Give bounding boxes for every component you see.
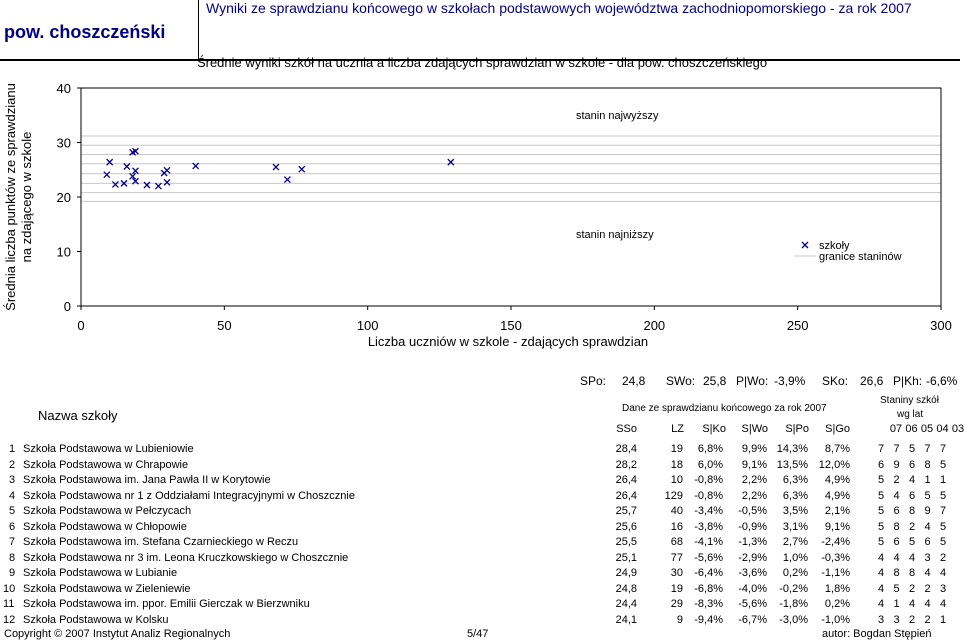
x-tick-label: 300 [930,318,952,333]
cell-stanine: 2 [893,474,900,486]
label-top-stanine: stanin najwyższy [576,110,659,122]
cell-lz: 129 [664,489,683,502]
cell-stanine: 4 [877,598,885,610]
cell-stanine: 7 [939,443,947,455]
cell-spo: 3,5% [782,505,808,517]
x-tick-label: 0 [77,318,85,333]
cell-sso: 28,4 [615,443,637,455]
cell-sgo: -1,1% [821,567,850,579]
school-marker [112,181,118,187]
cell-stanine: 4 [908,474,916,486]
cell-stanine: 9 [924,505,931,517]
col-header-lz: LZ [671,423,684,435]
school-name: Szkoła Podstawowa im. Stefana Czarnieckiego w Reczu [23,536,299,548]
cell-sko: -4,1% [694,536,723,548]
cell-stanine: 5 [877,536,885,548]
cell-stanine: 5 [908,536,916,548]
cell-swo: 2,2% [741,489,767,502]
cell-lz: 18 [670,458,683,471]
cell-stanine: 2 [908,582,916,595]
school-marker [164,179,170,185]
cell-stanine: 7 [939,505,947,517]
cell-swo: 2,2% [741,474,767,486]
label-bottom-stanine: stanin najniższy [576,229,654,241]
cell-stanine: 5 [877,489,885,502]
cell-stanine: 4 [908,551,916,564]
cell-stanine: 3 [924,551,931,564]
cell-lz: 16 [670,520,683,533]
row-number: 6 [9,520,16,533]
report-subtitle: Wyniki ze sprawdzianu końcowego w szkołach podstawowych województwa zachodniopomorskiego - za rok 2007 [206,0,912,16]
school-name: Szkoła Podstawowa w Pełczycach [23,505,192,517]
cell-sko: 6,8% [697,443,723,455]
stanine-header-line2: wg lat [897,409,924,420]
cell-sgo: 4,9% [824,489,850,502]
cell-sgo: 4,9% [824,474,850,486]
col-header-year: 07 [889,423,903,435]
y-axis-title-line2: na zdającego w szkole [19,131,34,263]
cell-stanine: 5 [908,443,916,455]
y-tick-label: 0 [63,299,71,314]
school-marker [299,166,305,172]
cell-stanine: 4 [924,520,931,533]
stat-swo-label: SWo: [666,374,696,388]
x-axis-title: Liczba uczniów w szkole - zdających sprawdzian [367,334,649,349]
cell-stanine: 8 [908,567,916,579]
cell-sso: 24,4 [615,598,637,610]
cell-stanine: 9 [893,458,900,471]
y-tick-label: 40 [56,81,71,96]
cell-lz: 19 [670,582,683,595]
school-marker [273,164,279,170]
cell-lz: 30 [670,567,683,579]
cell-sso: 25,6 [615,520,637,533]
col-header-spo: S|Po [785,423,809,435]
cell-stanine: 2 [924,582,931,595]
col-header-year: 06 [905,423,918,435]
cell-stanine: 1 [893,598,900,610]
cell-stanine: 4 [939,598,947,610]
cell-stanine: 5 [939,458,947,471]
cell-stanine: 6 [877,458,885,471]
cell-sgo: 2,1% [824,505,850,517]
x-tick-label: 150 [500,318,522,333]
cell-stanine: 3 [877,613,885,626]
school-marker [124,163,130,169]
cell-sgo: 9,1% [824,520,850,533]
school-name: Szkoła Podstawowa im. ppor. Emilii Gierczak w Bierzwniku [23,598,310,610]
cell-swo: -0,5% [738,505,767,517]
cell-swo: -1,3% [738,536,767,548]
cell-stanine: 7 [924,443,931,455]
row-number: 12 [3,613,16,626]
school-name: Szkoła Podstawowa im. Jana Pawła II w Korytowie [23,474,271,486]
school-marker [161,170,167,176]
cell-sko: -6,4% [694,567,723,579]
row-number: 11 [3,598,15,610]
cell-sgo: 0,2% [824,598,850,610]
cell-stanine: 5 [893,582,900,595]
row-number: 4 [9,489,16,502]
cell-swo: -6,7% [738,613,767,626]
cell-stanine: 1 [939,613,947,626]
cell-lz: 68 [670,536,683,548]
cell-stanine: 5 [924,489,931,502]
cell-stanine: 8 [908,505,916,517]
cell-stanine: 4 [924,598,931,610]
y-tick-label: 30 [56,135,71,151]
cell-spo: -1,8% [779,598,808,610]
stat-pwo-label: P|Wo: [736,374,769,388]
cell-sso: 25,5 [615,536,637,548]
author: autor: Bogdan Stępień [822,628,932,640]
stanine-bounds [81,136,941,201]
cell-sso: 25,7 [615,505,637,517]
y-tick-label: 20 [56,190,71,205]
cell-stanine: 5 [877,520,885,533]
cell-sso: 28,2 [615,458,637,471]
row-number: 5 [9,505,16,517]
cell-sso: 24,9 [615,567,637,579]
cell-spo: -3,0% [779,613,808,626]
school-marker [104,172,110,178]
row-number: 1 [9,443,16,455]
legend-marker-icon [802,242,808,248]
row-number: 8 [9,551,16,564]
chart-title: Średnie wyniki szkół na ucznia a liczba zdających sprawdzian w szkole - dla pow. choszczeńskiego [196,55,768,70]
cell-stanine: 2 [924,613,931,626]
cell-lz: 19 [670,443,683,455]
cell-stanine: 6 [924,536,931,548]
cell-stanine: 5 [939,536,947,548]
cell-lz: 9 [676,613,683,626]
cell-swo: -3,6% [738,567,767,579]
cell-sgo: 1,8% [824,582,850,595]
stat-swo-value: 25,8 [703,374,727,388]
y-tick-label: 10 [56,244,71,260]
cell-spo: 3,1% [782,520,808,533]
school-marker [284,177,290,183]
cell-sgo: 8,7% [824,443,850,455]
cell-stanine: 4 [877,567,885,579]
cell-sko: -8,3% [694,598,723,610]
cell-stanine: 1 [924,474,931,486]
row-number: 10 [3,582,16,595]
cell-stanine: 7 [893,443,900,455]
cell-lz: 77 [670,551,683,564]
cell-stanine: 3 [939,582,947,595]
row-number: 2 [9,458,16,471]
stat-sko-value: 26,6 [860,374,884,388]
col-header-year: 03 [951,423,965,435]
col-header-year: 05 [920,423,934,435]
school-name: Szkoła Podstawowa w Chłopowie [23,520,187,533]
cell-spo: 13,5% [776,458,808,471]
row-number: 7 [9,536,16,548]
school-name: Szkoła Podstawowa w Chrapowie [23,458,189,471]
cell-swo: -2,9% [738,551,767,564]
cell-lz: 40 [670,505,683,517]
cell-sko: -0,8% [694,489,723,502]
cell-stanine: 3 [893,613,900,626]
cell-stanine: 7 [877,443,885,455]
cell-stanine: 4 [877,582,885,595]
stat-pkh-label: P|Kh: [893,374,923,388]
stat-pkh-value: -6,6% [926,374,958,388]
row-number: 9 [9,567,16,579]
y-axis-title-line1: Średnia liczba punktów ze sprawdzianu [3,83,18,311]
data-group-header: Dane ze sprawdzianu końcowego za rok 2007 [622,403,827,414]
cell-sgo: -1,0% [821,613,850,626]
school-name: Szkoła Podstawowa w Zieleniewie [23,582,191,595]
cell-spo: 6,3% [782,489,808,502]
x-tick-label: 100 [356,318,379,333]
legend-bounds-label: granice staninów [819,251,902,263]
col-header-sso: SSo [616,423,637,435]
cell-spo: 6,3% [782,474,808,486]
axis-ticks [57,81,952,333]
cell-stanine: 4 [908,598,916,610]
cell-swo: -0,9% [738,520,767,533]
cell-sko: -5,6% [694,551,723,564]
school-marker [132,168,138,174]
copyright: Copyright © 2007 Instytut Analiz Regionalnych [4,628,231,640]
cell-sso: 24,1 [615,613,637,626]
stat-spo-value: 24,8 [622,374,646,388]
cell-sso: 24,8 [615,582,637,595]
col-header-swo: S|Wo [741,423,768,435]
cell-stanine: 8 [893,520,900,533]
cell-sso: 25,1 [615,551,637,564]
cell-sko: -3,8% [694,520,723,533]
cell-swo: 9,1% [741,458,767,471]
school-marker [155,183,161,189]
col-header-sgo: S|Go [825,423,850,435]
cell-sko: 6,0% [697,458,723,471]
page-number: 5/47 [467,628,489,640]
cell-spo: -0,2% [779,582,808,595]
cell-sko: -9,4% [694,613,723,626]
col-header-year: 04 [936,423,949,435]
cell-sso: 26,4 [615,474,637,486]
school-name: Szkoła Podstawowa nr 3 im. Leona Kruczkowskiego w Choszcznie [23,551,349,564]
cell-sko: -6,8% [694,582,723,595]
cell-sso: 26,4 [615,489,637,502]
cell-stanine: 6 [893,505,900,517]
cell-swo: -4,0% [738,582,767,595]
col-header-sko: S|Ko [702,423,726,435]
stat-pwo-value: -3,9% [774,374,806,388]
cell-stanine: 5 [939,489,947,502]
cell-stanine: 2 [908,520,916,533]
cell-stanine: 5 [877,474,885,486]
legend-schools-label: szkoły [819,240,850,252]
cell-sgo: 12,0% [818,458,850,471]
cell-stanine: 4 [893,551,900,564]
cell-stanine: 6 [908,458,916,471]
x-tick-label: 250 [786,318,809,333]
plot-area [81,88,941,306]
cell-swo: 9,9% [741,443,767,455]
school-name-header: Nazwa szkoły [38,408,118,423]
cell-stanine: 5 [939,520,947,533]
cell-spo: 0,2% [782,567,808,579]
school-name: Szkoła Podstawowa w Lubieniowie [23,443,194,455]
school-name: Szkoła Podstawowa nr 1 z Oddziałami Integracyjnymi w Choszcznie [23,489,355,502]
cell-sko: -3,4% [694,505,723,517]
cell-stanine: 2 [939,551,947,564]
district-title: pow. choszczeński [4,22,166,42]
cell-stanine: 5 [877,505,885,517]
cell-stanine: 4 [893,489,900,502]
cell-stanine: 6 [908,489,916,502]
cell-stanine: 4 [924,567,931,579]
cell-stanine: 4 [877,551,885,564]
cell-stanine: 8 [924,458,931,471]
cell-sko: -0,8% [694,474,723,486]
cell-swo: -5,6% [738,598,767,610]
cell-sgo: -2,4% [821,536,850,548]
cell-lz: 29 [670,598,683,610]
cell-lz: 10 [670,474,683,486]
cell-stanine: 6 [893,536,900,548]
stat-sko-label: SKo: [822,374,849,388]
row-number: 3 [9,474,16,486]
cell-stanine: 8 [893,567,900,579]
stat-spo-label: SPo: [580,374,607,388]
cell-stanine: 4 [939,567,947,579]
school-name: Szkoła Podstawowa w Kolsku [23,613,169,626]
cell-stanine: 2 [908,613,916,626]
school-name: Szkoła Podstawowa w Lubianie [23,567,178,579]
cell-spo: 1,0% [782,551,808,564]
cell-spo: 14,3% [776,443,808,455]
x-tick-label: 200 [643,318,666,333]
stanine-header-line1: Staniny szkół [880,395,939,406]
cell-stanine: 1 [939,474,947,486]
x-tick-label: 50 [217,318,232,333]
cell-spo: 2,7% [782,536,808,548]
cell-sgo: -0,3% [821,551,850,564]
legend [794,240,902,263]
